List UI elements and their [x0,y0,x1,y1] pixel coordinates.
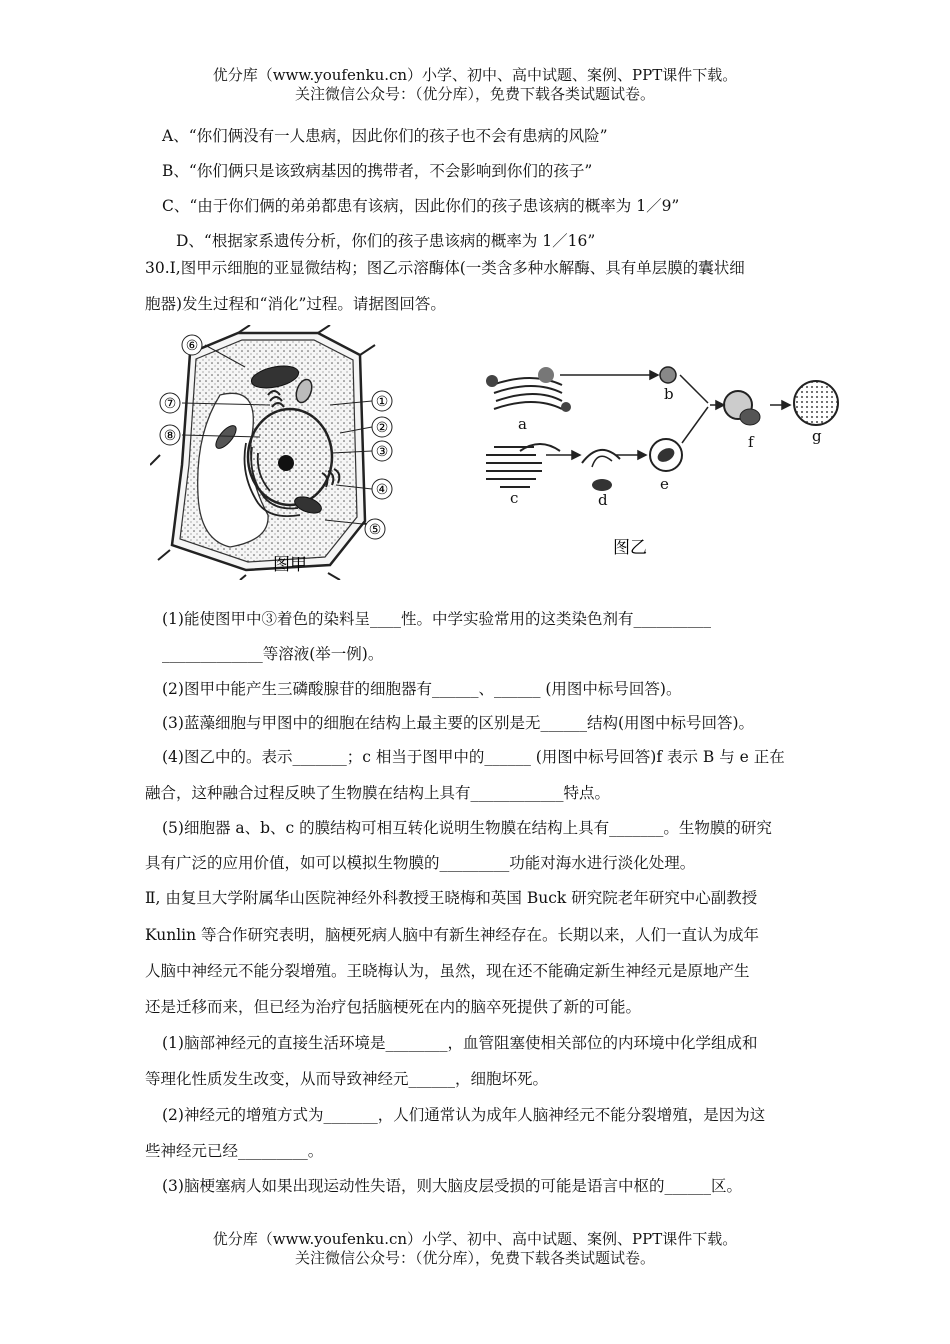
label-8: ⑧ [163,428,177,444]
q30-intro-2: 胞器)发生过程和“消化”过程。请据图回答。 [145,295,446,313]
label-2: ② [375,420,389,436]
option-d: D、“根据家系遗传分析，你们的孩子患该病的概率为 1／16” [176,232,596,250]
option-c: C、“由于你们俩的弟弟都患有该病，因此你们的孩子患该病的概率为 1／9” [162,197,680,215]
label-a: a [518,415,527,433]
label-g: g [812,427,822,445]
p2-intro-3: 人脑中神经元不能分裂增殖。王晓梅认为，虽然，现在还不能确定新生神经元是原地产生 [145,962,750,980]
p1-q2: (2)图甲中能产生三磷酸腺苷的细胞器有______、______ (用图中标号回答)。 [162,680,682,698]
p2-q1-line2: 等理化性质发生改变，从而导致神经元______，细胞坏死。 [145,1070,549,1088]
label-c: c [510,489,519,507]
q30-intro-1: 30.Ⅰ,图甲示细胞的亚显微结构；图乙示溶酶体(一类含多种水解酶、具有单层膜的囊状细 [145,259,745,277]
p1-q1-line1: (1)能使图甲中③着色的染料呈____性。中学实验常用的这类染色剂有__________ [162,610,711,628]
figure-jia-caption: 图甲 [273,555,307,575]
p1-q1-line2: _____________等溶液(举一例)。 [162,645,384,663]
p2-intro-1: Ⅱ, 由复旦大学附属华山医院神经外科教授王晓梅和英国 Buck 研究院老年研究中心副教授 [145,889,758,907]
figure-yi-lysosome-diagram [480,355,860,565]
footer-line-2: 关注微信公众号：（优分库），免费下载各类试题试卷。 [294,1249,655,1267]
label-7: ⑦ [163,396,177,412]
label-6: ⑥ [185,338,199,354]
label-4: ④ [375,482,389,498]
label-d: d [598,491,608,509]
p2-intro-4: 还是迁移而来，但已经为治疗包括脑梗死在内的脑卒死提供了新的可能。 [145,998,642,1016]
header-line-1: 优分库（www.youfenku.cn）小学、初中、高中试题、案例、PPT课件下载。 [212,66,738,84]
p2-q1-line1: (1)脑部神经元的直接生活环境是________，血管阻塞使相关部位的内环境中化学组成和 [162,1034,758,1052]
page-footer [0,1230,950,1268]
label-5: ⑤ [368,522,382,538]
label-f: f [748,433,754,451]
page-header [0,66,950,104]
label-b: b [664,385,674,403]
figure-yi-caption: 图乙 [613,538,647,558]
option-b: B、“你们俩只是该致病基因的携带者，不会影响到你们的孩子” [162,162,593,180]
figure-jia-cell-diagram [150,325,400,580]
label-e: e [660,475,669,493]
label-3: ③ [375,444,389,460]
p2-q3: (3)脑梗塞病人如果出现运动性失语，则大脑皮层受损的可能是语言中枢的______区。 [162,1177,742,1195]
label-1: ① [375,394,389,410]
p2-q2-line1: (2)神经元的增殖方式为_______，人们通常认为成年人脑神经元不能分裂增殖，是因为这 [162,1106,766,1124]
p2-intro-2: Kunlin 等合作研究表明，脑梗死病人脑中有新生神经存在。长期以来，人们一直认为成年 [145,926,760,944]
p1-q3: (3)蓝藻细胞与甲图中的细胞在结构上最主要的区别是无______结构(用图中标号回答)。 [162,714,755,732]
p1-q4-line2: 融合，这种融合过程反映了生物膜在结构上具有____________特点。 [145,784,611,802]
p2-q2-line2: 些神经元已经_________。 [145,1142,324,1160]
p1-q5-line1: (5)细胞器 a、b、c 的膜结构可相互转化说明生物膜在结构上具有_______。生物膜的研究 [162,819,772,837]
option-a: A、“你们俩没有一人患病，因此你们的孩子也不会有患病的风险” [162,127,608,145]
footer-line-1: 优分库（www.youfenku.cn）小学、初中、高中试题、案例、PPT课件下载。 [212,1230,738,1248]
p1-q5-line2: 具有广泛的应用价值，如可以模拟生物膜的_________功能对海水进行淡化处理。 [145,854,696,872]
p1-q4-line1: (4)图乙中的。表示_______；c 相当于图甲中的______ (用图中标号回答)f 表示 B 与 e 正在 [162,748,785,766]
header-line-2: 关注微信公众号：（优分库），免费下载各类试题试卷。 [294,85,655,103]
